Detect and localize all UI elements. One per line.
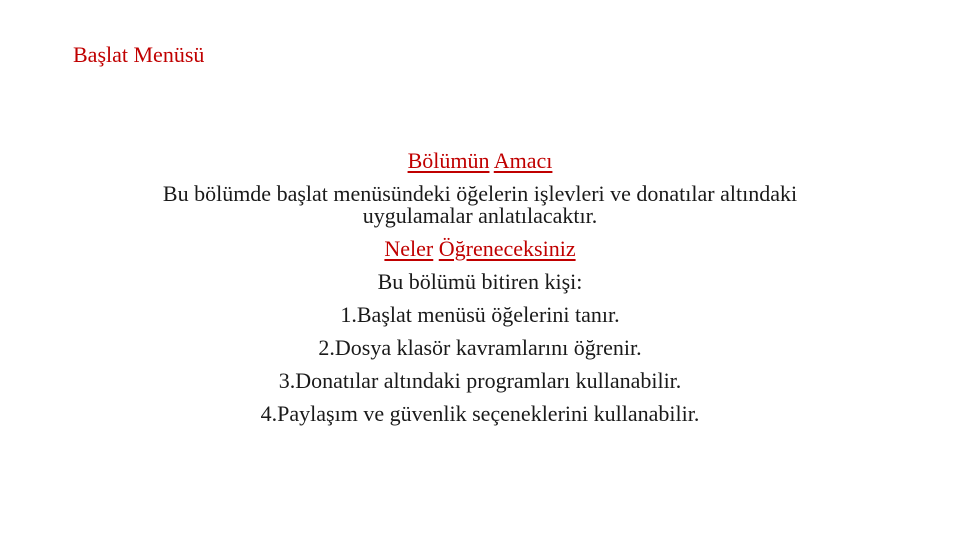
learning-outcome-item: 1.Başlat menüsü öğelerini tanır. (340, 302, 620, 327)
learning-outcome-item: 4.Paylaşım ve güvenlik seçeneklerini kullanabilir. (260, 401, 700, 426)
learning-outcomes-heading-word-2: Öğreneceksiniz (438, 236, 576, 261)
slide-body (0, 144, 960, 430)
objective-text-line-1: Bu bölümde başlat menüsündeki öğelerin işlevleri ve donatılar altındaki (162, 181, 798, 206)
objective-heading-word-1: Bölümün (407, 148, 490, 173)
learning-outcome-item: 3.Donatılar altındaki programları kullanabilir. (278, 368, 682, 393)
learning-outcomes-intro: Bu bölümü bitiren kişi: (377, 269, 583, 294)
objective-text (0, 177, 960, 232)
slide-title: Başlat Menüsü (73, 42, 205, 67)
objective-heading-word-2: Amacı (493, 148, 553, 173)
objective-heading (0, 144, 960, 177)
learning-outcome-item: 2.Dosya klasör kavramlarını öğrenir. (318, 335, 642, 360)
learning-outcomes-heading-word-1: Neler (384, 236, 434, 261)
objective-text-line-2: uygulamalar anlatılacaktır. (362, 203, 598, 228)
learning-outcomes-heading (0, 232, 960, 265)
